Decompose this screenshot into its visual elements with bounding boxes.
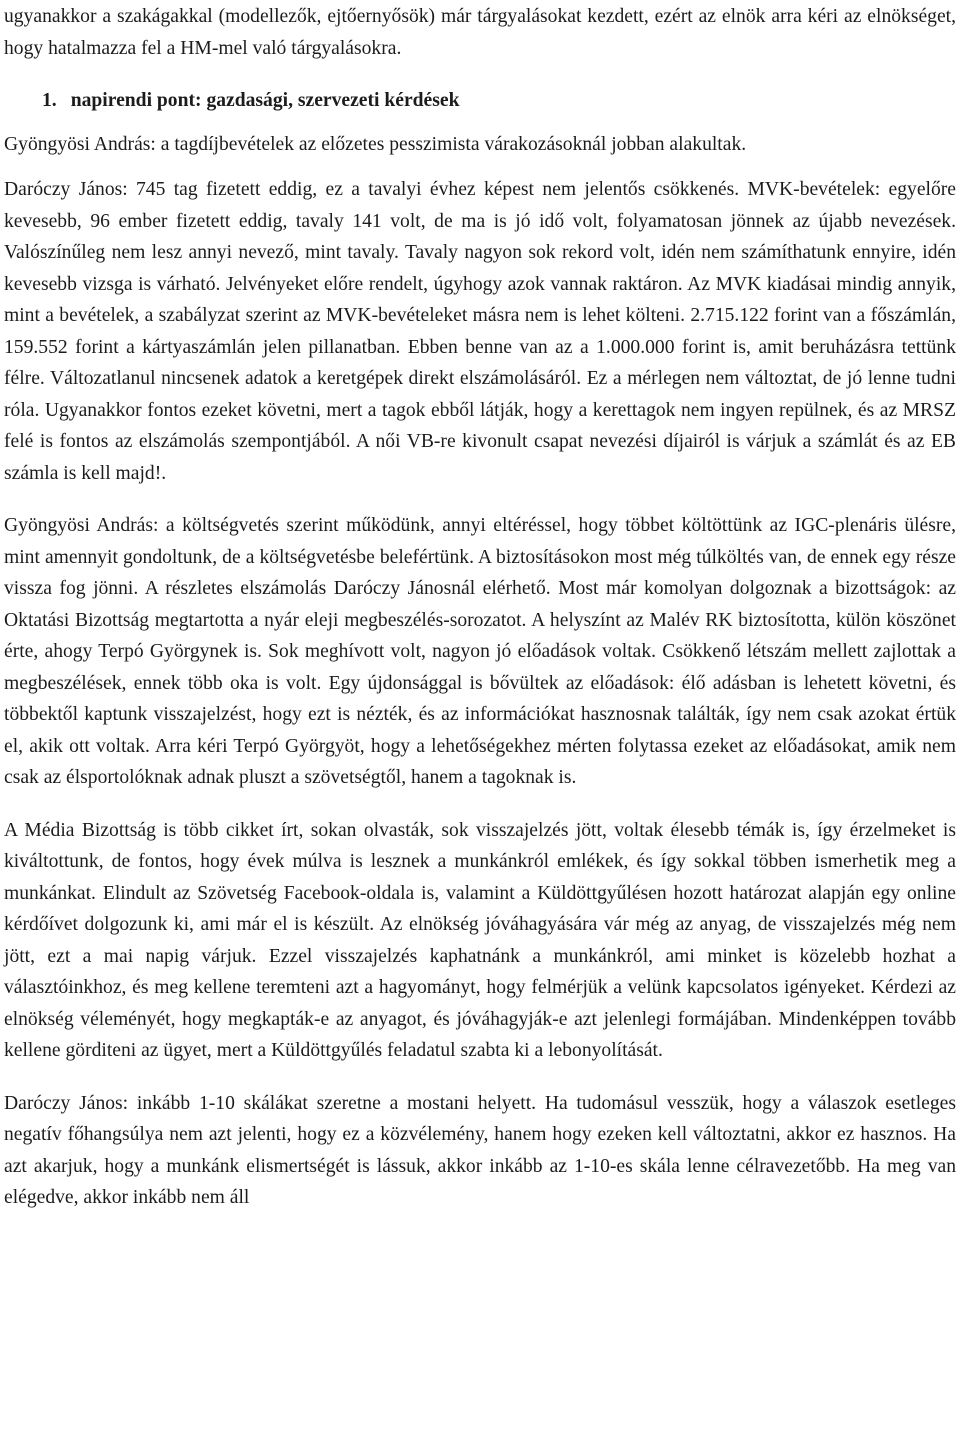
intro-paragraph: ugyanakkor a szakágakkal (modellezők, ejtőernyősök) már tárgyalásokat kezdett, ezért az elnök arra kéri az elnökséget, hogy hatalmazza fel a HM-mel való tárgyalásokra.: [4, 6, 956, 59]
document-page: [4, 0, 956, 1214]
paragraph-daroczy-2: Daróczy János: inkább 1-10 skálákat szeretne a mostani helyett. Ha tudomásul vesszük, hogy a válaszok esetleges negatív főhangsúlya nem azt jelenti, hogy ez a közvélemény, hanem hogy ezeken kell változtatni, akkor ez hasznos. Ha azt akarjuk, hogy a munkánk elismertségét is lássuk, akkor inkább az 1-10-es skála lenne célravezetőbb. Ha meg van elégedve, akkor inkább nem áll: [4, 1092, 956, 1208]
agenda-title: napirendi pont: gazdasági, szervezeti kérdések: [70, 90, 460, 111]
paragraph-daroczy-1: Daróczy János: 745 tag fizetett eddig, ez a tavalyi évhez képest nem jelentős csökkenés. MVK-bevételek: egyelőre kevesebb, 96 ember fizetett eddig, tavaly 141 volt, de ma is jó idő volt, folyamatosan jönnek az újabb nevezések. Valószínűleg nem lesz annyi nevező, mint tavaly. Tavaly nagyon sok rekord volt, idén nem számíthatunk ennyire, idén kevesebb vizsga is várható. Jelvényeket előre rendelt, úgyhogy azok vannak raktáron. Az MVK kiadásai mindig annyik, mint a bevételek, a szabályzat szerint az MVK-bevételeket másra nem is lehet költeni. 2.715.122 forint van a főszámlán, 159.552 forint a kártyaszámlán jelen pillanatban. Ebben benne van az a 1.000.000 forint is, amit beruházásra tettünk félre. Változatlanul nincsenek adatok a keretgépek direkt elszámolásáról. Ez a mérlegen nem változtat, de jó lenne tudni róla. Ugyanakkor fontos ezeket követni, mert a tagok ebből látják, hogy a kerettagok nem ingyen repülnek, és az MRSZ felé is fontos az elszámolás szempontjából. A női VB-re kivonult csapat nevezési díjairól is várjuk a számlát és az EB számla is kell majd!.: [4, 179, 956, 484]
paragraph-gyongyosi-1: Gyöngyösi András: a tagdíjbevételek az előzetes pesszimista várakozásoknál jobban alakultak.: [4, 133, 747, 155]
paragraph-gyongyosi-2: Gyöngyösi András: a költségvetés szerint működünk, annyi eltéréssel, hogy többet költöttünk az IGC-plenáris ülésre, mint amennyit gondoltunk, de a költségvetésbe belefértünk. A biztosításokon most még túlköltés van, de ennek egy része vissza fog jönni. A részletes elszámolás Daróczy Jánosnál elérhető. Most már komolyan dolgoznak a bizottságok: az Oktatási Bizottság megtartotta a nyár eleji megbeszélés-sorozatot. A helyszínt az Malév RK biztosította, külön köszönet érte, ahogy Terpó Györgynek is. Sok meghívott volt, nagyon jó előadások voltak. Csökkenő létszám mellett zajlottak a megbeszélések, ennek több oka is volt. Egy újdonsággal is bővültek az előadások: élő adásban is lehetett követni, és többektől kaptunk visszajelzést, hogy ezt is nézték, és az információkat hasznosnak találták, így nem csak azokat értük el, akik ott voltak. Arra kéri Terpó Györgyöt, hogy a lehetőségekhez mérten folytassa ezeket az előadásokat, amik nem csak az élsportolóknak adnak pluszt a szövetségtől, hanem a tagoknak is.: [4, 515, 956, 788]
paragraph-media-committee: A Média Bizottság is több cikket írt, sokan olvasták, sok visszajelzés jött, voltak élesebb témák is, így érzelmeket is kiváltottunk, de fontos, hogy évek múlva is lesznek a munkánkról emlékek, és így sokkal többen ismerhetik meg a munkánkat. Elindult az Szövetség Facebook-oldala is, valamint a Küldöttgyűlésen hozott határozat alapján egy online kérdőívet dolgozunk ki, ami már el is készült. Az elnökség jóváhagyására vár még az anyag, de visszajelzés még nem jött, ezt a mai napig várjuk. Ezzel visszajelzés kaphatnánk a munkánkról, ami minket is közelebb hozhat a választóinkhoz, és meg kellene teremteni azt a hagyományt, hogy felmérjük a velünk kapcsolatos igényeket. Kérdezi az elnökség véleményét, hogy megkapták-e az anyagot, és jóváhagyják-e azt jelenlegi formájában. Mindenképpen tovább kellene görditeni az ügyet, mert a Küldöttgyűlés feladatul szabta ki a lebonyolítását.: [4, 819, 956, 1061]
agenda-heading: [42, 85, 956, 117]
agenda-number: 1.: [42, 90, 57, 111]
